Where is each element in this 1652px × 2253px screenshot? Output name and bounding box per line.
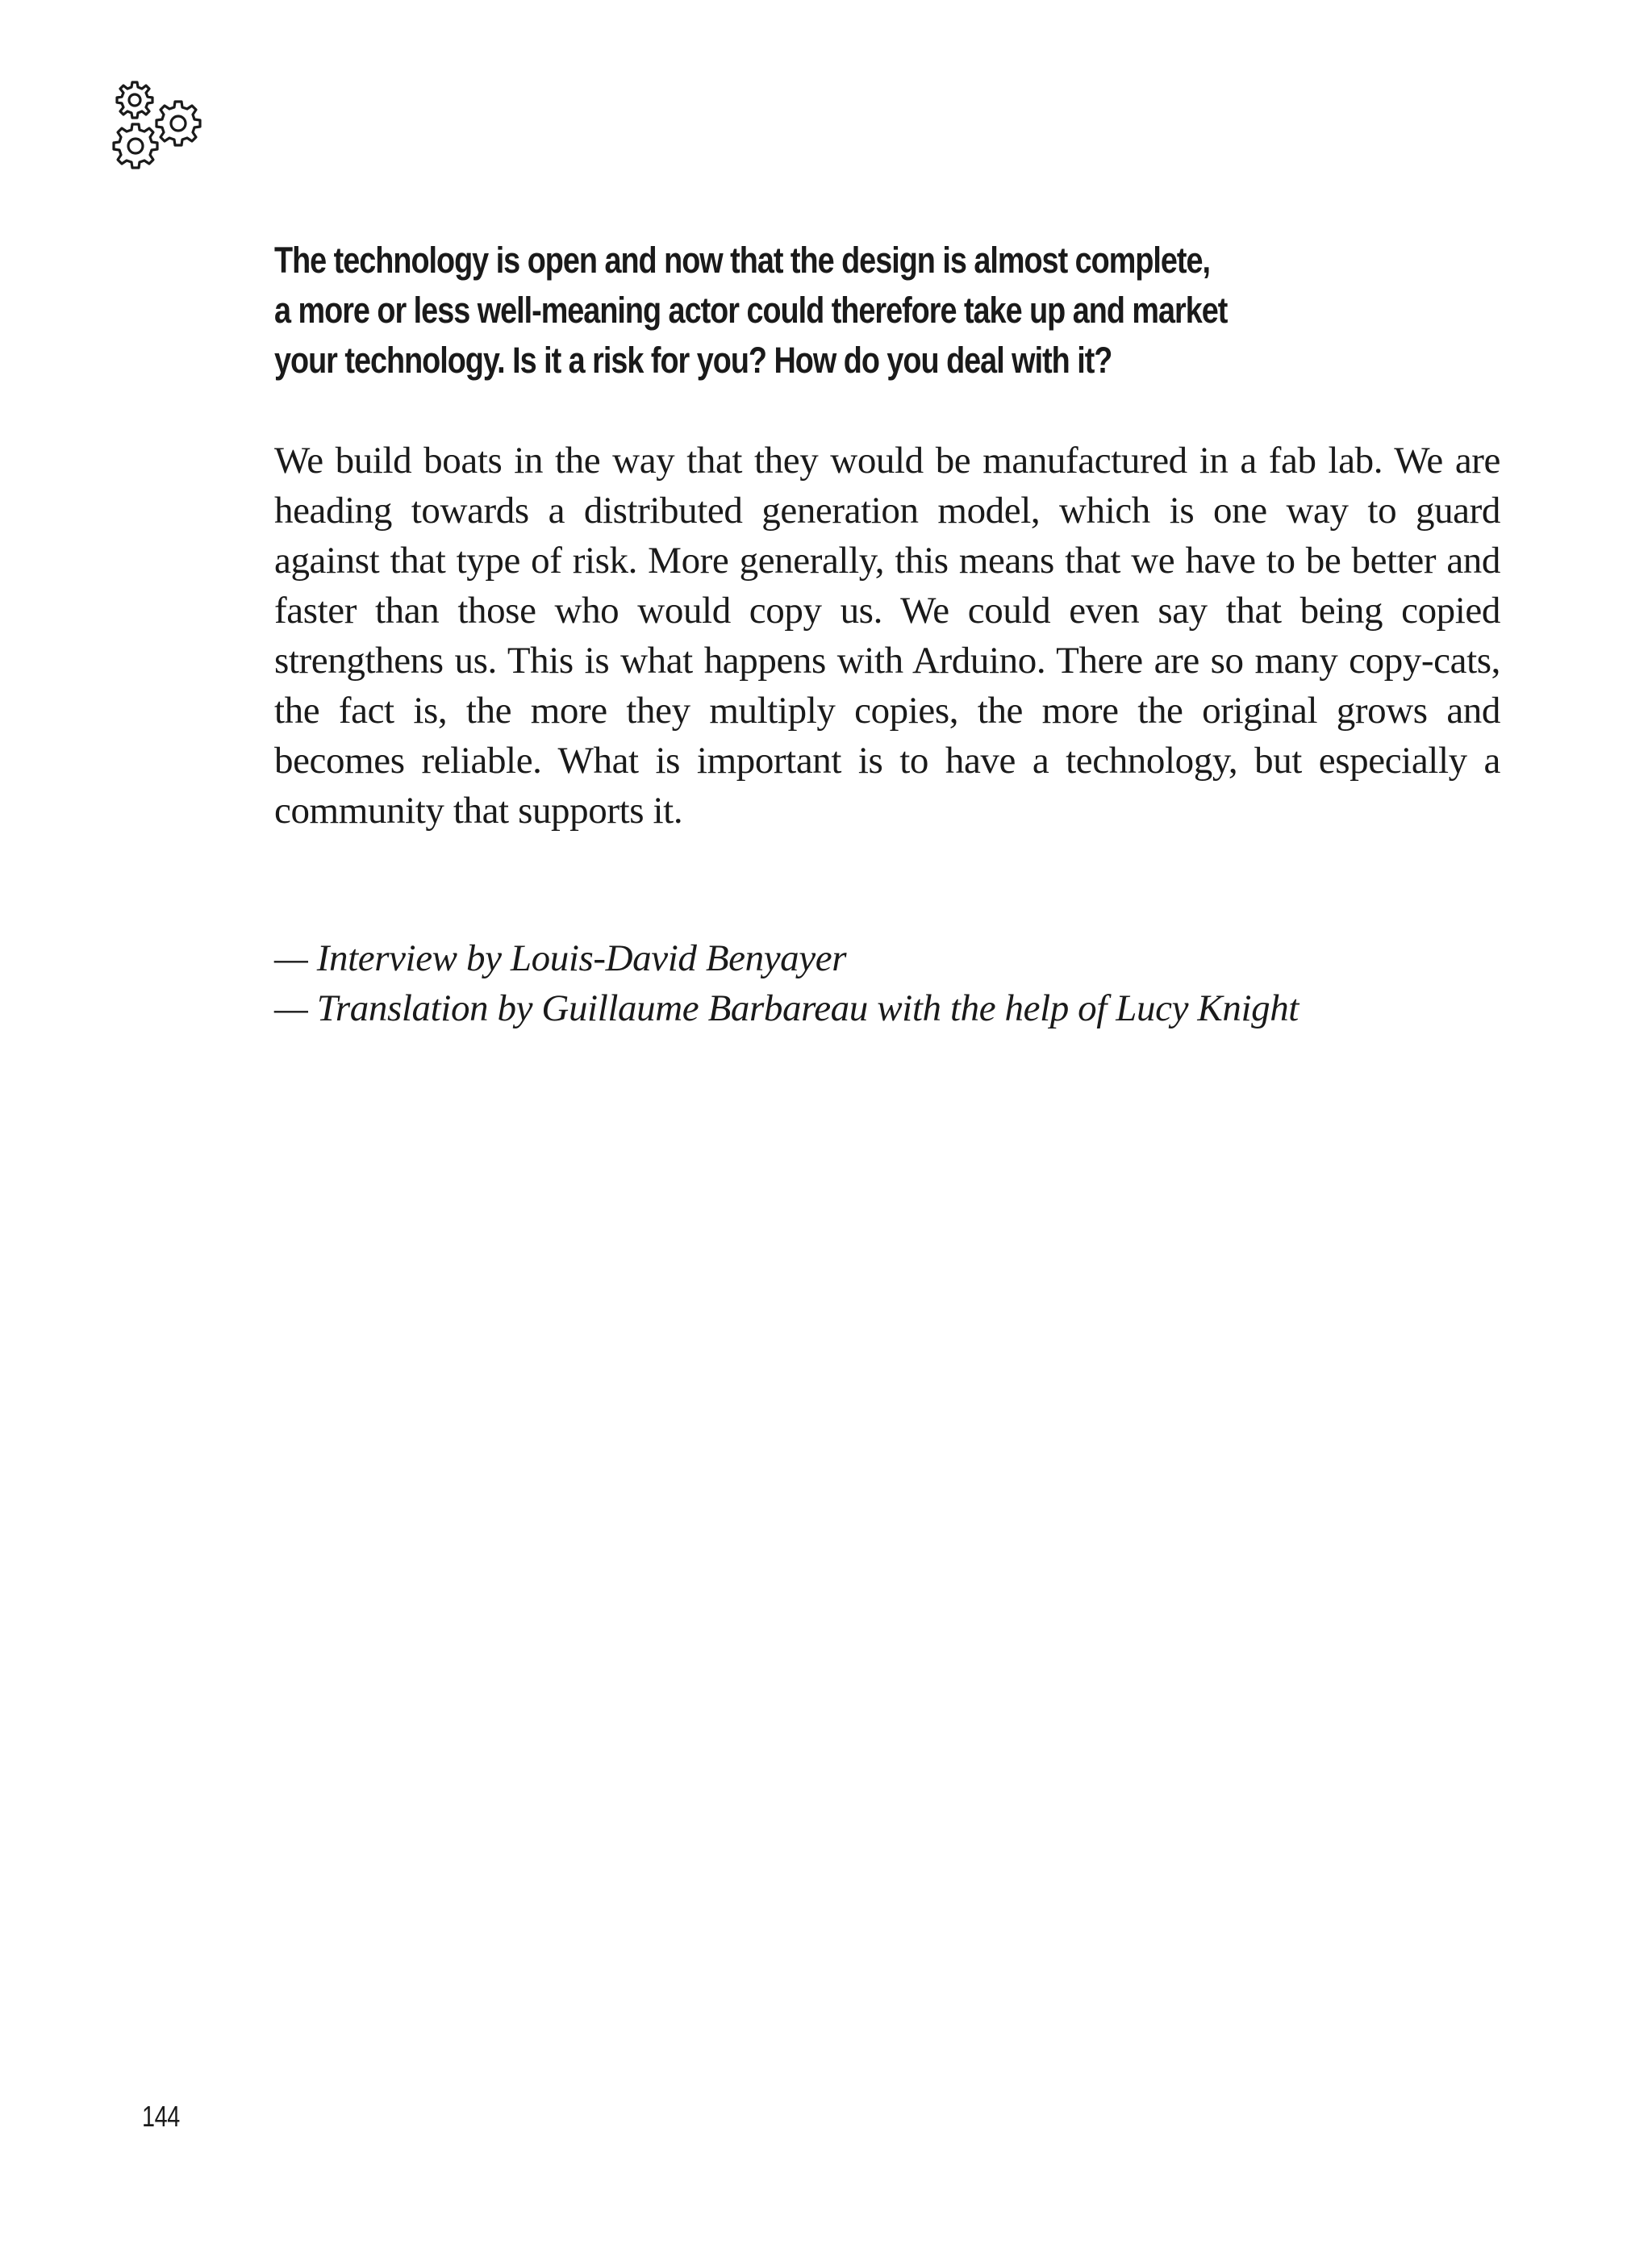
question-line: a more or less well-meaning actor could therefore take up and market — [274, 290, 1228, 331]
credit-interview: — Interview by Louis-David Benyayer — [274, 937, 847, 979]
question-line: The technology is open and now that the design is almost complete, — [274, 240, 1211, 281]
page-number: 144 — [142, 2100, 180, 2133]
gears-icon — [108, 79, 203, 171]
gear-left-icon — [114, 124, 157, 168]
gear-small-icon — [117, 82, 152, 118]
gear-right-icon — [156, 102, 200, 145]
interview-question — [274, 236, 1318, 386]
interview-answer: We build boats in the way that they would be manufactured in a fab lab. We are heading towards a distributed generation model, which is one way to guard against that type of risk. More generally, this means that we have to be better and faster than those who would copy us. We could even say that being copied strengthens us. This is what happens with Arduino. There are so many copy-cats, the fact is, the more they multiply copies, the more the original grows and becomes reliable. What is important is to have a technology, but especially a community that supports it. — [274, 440, 1500, 832]
credits — [274, 933, 1516, 1033]
question-line: your technology. Is it a risk for you? How do you deal with it? — [274, 340, 1112, 381]
credit-translation: — Translation by Guillaume Barbareau with the help of Lucy Knight — [274, 987, 1299, 1029]
